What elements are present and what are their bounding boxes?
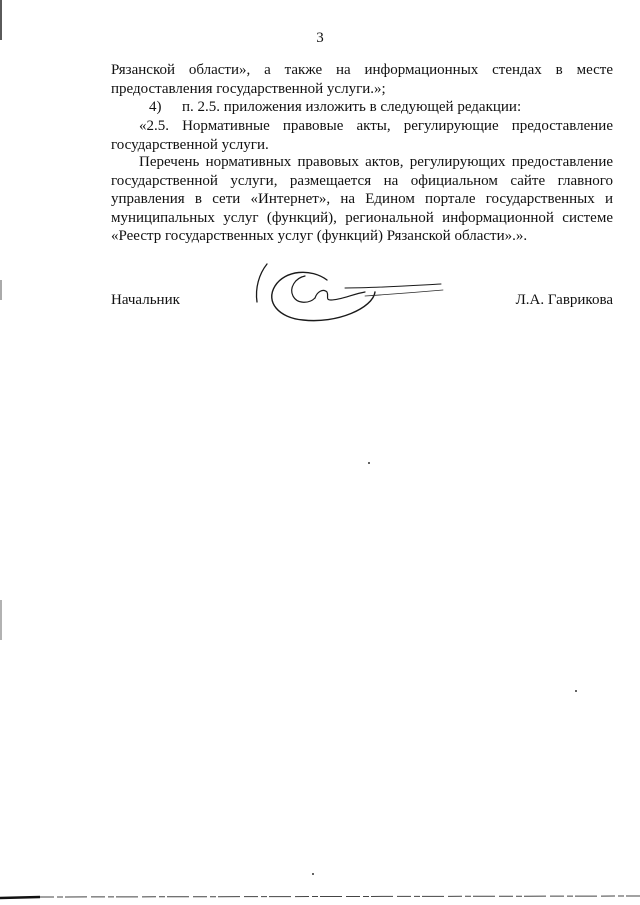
paragraph-4-line-3: управления в сети «Интернет», на Едином портале государственных и (111, 191, 613, 207)
paragraph-3-line-1: «2.5. Нормативные правовые акты, регулирующие предоставление (139, 118, 613, 134)
scan-speck (575, 690, 577, 692)
paragraph-1-line-2: предоставления государственной услуги.»; (111, 80, 386, 97)
paragraph-3 (111, 117, 613, 154)
scan-left-edge-mark (0, 0, 2, 905)
paragraph-4-line-4: муниципальных услуг (функций), региональной информационной системе (111, 209, 613, 226)
list-item-4 (111, 98, 613, 117)
list-item-4-text: п. 2.5. приложения изложить в следующей редакции: (182, 99, 522, 115)
paragraph-1 (111, 61, 613, 98)
paragraph-4-line-5: «Реестр государственных услуг (функций) Рязанской области».». (111, 228, 528, 244)
paragraph-4-line-2: государственной услуги, размещается на официальном сайте главного (111, 172, 613, 189)
paragraph-4 (111, 153, 613, 246)
scan-bottom-edge-mark (0, 893, 640, 901)
paragraph-4-line-1: Перечень нормативных правовых актов, регулирующих предоставление (139, 154, 613, 170)
scan-speck (368, 462, 370, 464)
scan-speck (312, 873, 314, 875)
signatory-name: Л.А. Гаврикова (515, 292, 613, 308)
list-item-4-number: 4) (149, 99, 162, 115)
page-number: 3 (316, 30, 324, 46)
paragraph-1-line-1: Рязанской области», а также на информационных стендах в месте (111, 62, 613, 78)
paragraph-3-line-2: государственной услуги. (111, 136, 269, 153)
handwritten-signature (245, 258, 445, 333)
signatory-title: Начальник (111, 292, 180, 308)
